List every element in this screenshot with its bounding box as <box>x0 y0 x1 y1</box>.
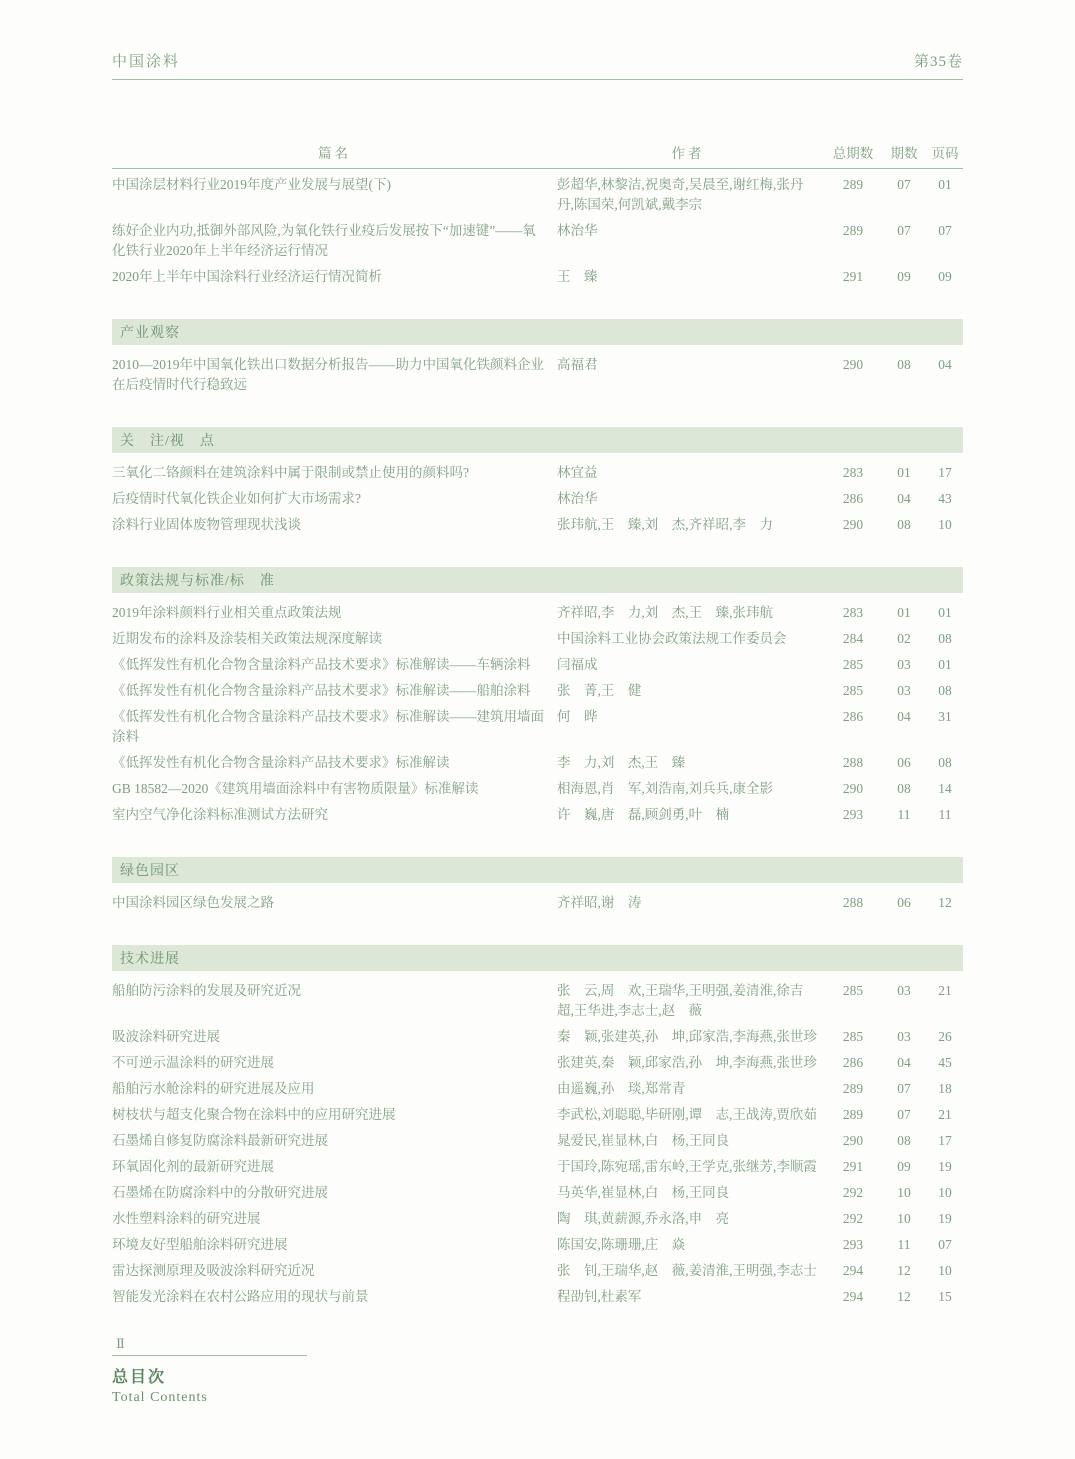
toc-table <box>112 142 963 1313</box>
article-issue: 07 <box>897 1107 911 1122</box>
article-title: 树枝状与超支化聚合物在涂料中的应用研究进展 <box>112 1107 396 1122</box>
article-page: 12 <box>938 895 952 910</box>
column-header-total-issue: 总期数 <box>832 146 874 161</box>
article-issue: 06 <box>897 755 911 770</box>
article-authors: 何 晔 <box>557 709 598 724</box>
footer-title-chinese: 总目次 <box>112 1369 167 1386</box>
article-authors: 晁爱民,崔显林,白 杨,王同良 <box>557 1133 730 1148</box>
article-authors: 齐祥昭,谢 涛 <box>557 895 642 910</box>
article-title: 《低挥发性有机化合物含量涂料产品技术要求》标准解读——车辆涂料 <box>112 657 531 672</box>
article-page: 14 <box>938 781 952 796</box>
article-authors: 由遥巍,孙 琰,郑常青 <box>557 1081 686 1096</box>
article-page: 08 <box>938 683 952 698</box>
article-issue: 04 <box>897 491 911 506</box>
article-total-issue: 285 <box>842 1029 864 1044</box>
article-page: 19 <box>938 1159 952 1174</box>
article-total-issue: 286 <box>842 1055 864 1070</box>
article-title: 雷达探测原理及吸波涂料研究近况 <box>112 1263 315 1278</box>
article-title: 2020年上半年中国涂料行业经济运行情况简析 <box>112 269 382 284</box>
article-page: 01 <box>938 657 952 672</box>
table-row <box>112 603 963 623</box>
table-row <box>112 805 963 825</box>
article-total-issue: 290 <box>842 1133 864 1148</box>
article-authors: 李武松,刘聪聪,毕研刚,谭 志,王战涛,贾欣茹 <box>557 1107 817 1122</box>
article-title: 近期发布的涂料及涂装相关政策法规深度解读 <box>112 631 382 646</box>
table-row <box>112 681 963 701</box>
footer-rule <box>112 1355 307 1356</box>
table-body <box>112 175 963 1307</box>
volume-label: 第35卷 <box>913 54 963 70</box>
article-title: 2010—2019年中国氧化铁出口数据分析报告——助力中国氧化铁颜料企业在后疫情时代行稳致远 <box>112 357 544 392</box>
table-row <box>112 981 963 1021</box>
article-authors: 陈国安,陈珊珊,庄 焱 <box>557 1237 686 1252</box>
article-issue: 11 <box>897 807 911 822</box>
article-authors: 张 云,周 欢,王瑞华,王明强,姜清淮,徐吉超,王华进,李志士,赵 薇 <box>557 983 804 1018</box>
article-issue: 07 <box>897 177 911 192</box>
article-issue: 02 <box>897 631 911 646</box>
article-issue: 01 <box>897 605 911 620</box>
article-title: 练好企业内功,抵御外部风险,为氧化铁行业疫后发展按下“加速键”——氧化铁行业2020年上半年经济运行情况 <box>112 223 536 258</box>
article-page: 08 <box>938 631 952 646</box>
article-total-issue: 285 <box>842 983 864 998</box>
table-row <box>112 463 963 483</box>
article-title: 三氧化二铬颜料在建筑涂料中属于限制或禁止使用的颜料吗? <box>112 465 469 480</box>
article-page: 09 <box>938 269 952 284</box>
article-total-issue: 292 <box>842 1211 864 1226</box>
article-authors: 林治华 <box>557 491 598 506</box>
table-row <box>112 355 963 395</box>
article-authors: 张建英,秦 颖,邱家浩,孙 坤,李海燕,张世珍 <box>557 1055 817 1070</box>
article-authors: 张 钊,王瑞华,赵 薇,姜清淮,王明强,李志士 <box>557 1263 817 1278</box>
article-authors: 林宜益 <box>557 465 598 480</box>
article-issue: 04 <box>897 1055 911 1070</box>
article-title: 《低挥发性有机化合物含量涂料产品技术要求》标准解读 <box>112 755 450 770</box>
article-page: 17 <box>938 465 952 480</box>
article-authors: 张 菁,王 健 <box>557 683 642 698</box>
article-total-issue: 283 <box>842 465 864 480</box>
article-issue: 08 <box>897 1133 911 1148</box>
article-title: 船舶污水舱涂料的研究进展及应用 <box>112 1081 315 1096</box>
article-title: 船舶防污涂料的发展及研究近况 <box>112 983 301 998</box>
article-issue: 09 <box>897 1159 911 1174</box>
article-total-issue: 288 <box>842 755 864 770</box>
article-total-issue: 294 <box>842 1289 864 1304</box>
article-title: 中国涂层材料行业2019年度产业发展与展望(下) <box>112 177 391 192</box>
article-issue: 07 <box>897 223 911 238</box>
article-total-issue: 286 <box>842 709 864 724</box>
section-header: 产业观察 <box>112 319 963 345</box>
article-title: 环氧固化剂的最新研究进展 <box>112 1159 274 1174</box>
article-authors: 许 巍,唐 磊,顾剑勇,叶 楠 <box>557 807 730 822</box>
article-authors: 于国玲,陈宛瑶,雷东岭,王学克,张继芳,李顺霞 <box>557 1159 817 1174</box>
article-authors: 齐祥昭,李 力,刘 杰,王 臻,张玮航 <box>557 605 773 620</box>
table-row <box>112 1131 963 1151</box>
article-title: 后疫情时代氧化铁企业如何扩大市场需求? <box>112 491 361 506</box>
table-row <box>112 707 963 747</box>
article-page: 10 <box>938 1185 952 1200</box>
table-row <box>112 1079 963 1099</box>
article-title: 智能发光涂料在农村公路应用的现状与前景 <box>112 1289 369 1304</box>
table-row <box>112 1287 963 1307</box>
article-authors: 中国涂料工业协会政策法规工作委员会 <box>557 631 787 646</box>
article-issue: 06 <box>897 895 911 910</box>
article-title: 不可逆示温涂料的研究进展 <box>112 1055 274 1070</box>
section-header: 技术进展 <box>112 945 963 971</box>
article-issue: 12 <box>897 1263 911 1278</box>
column-header-issue: 期数 <box>890 146 918 161</box>
article-page: 10 <box>938 517 952 532</box>
footer-title-english: Total Contents <box>112 1390 208 1405</box>
table-row <box>112 221 963 261</box>
article-total-issue: 286 <box>842 491 864 506</box>
article-authors: 陶 琪,黄薪源,乔永洛,申 亮 <box>557 1211 730 1226</box>
article-title: 《低挥发性有机化合物含量涂料产品技术要求》标准解读——船舶涂料 <box>112 683 531 698</box>
article-issue: 08 <box>897 781 911 796</box>
article-issue: 10 <box>897 1211 911 1226</box>
article-page: 43 <box>938 491 952 506</box>
article-issue: 04 <box>897 709 911 724</box>
article-authors: 林治华 <box>557 223 598 238</box>
article-page: 08 <box>938 755 952 770</box>
article-total-issue: 291 <box>842 269 864 284</box>
article-page: 45 <box>938 1055 952 1070</box>
page-footer <box>112 1336 512 1406</box>
article-total-issue: 285 <box>842 683 864 698</box>
table-row <box>112 1053 963 1073</box>
article-authors: 彭超华,林黎洁,祝奥奇,吴晨至,谢红梅,张丹丹,陈国荣,何凯斌,戴李宗 <box>557 177 804 212</box>
section-header: 政策法规与标准/标 准 <box>112 567 963 593</box>
article-page: 07 <box>938 1237 952 1252</box>
journal-title: 中国涂料 <box>112 54 181 70</box>
article-title: 室内空气净化涂料标准测试方法研究 <box>112 807 328 822</box>
article-total-issue: 293 <box>842 807 864 822</box>
article-total-issue: 289 <box>842 1081 864 1096</box>
article-total-issue: 290 <box>842 517 864 532</box>
article-authors: 马英华,崔显林,白 杨,王同良 <box>557 1185 730 1200</box>
column-header-authors: 作者 <box>671 146 705 161</box>
table-row <box>112 629 963 649</box>
article-page: 10 <box>938 1263 952 1278</box>
article-total-issue: 290 <box>842 781 864 796</box>
article-authors: 王 臻 <box>557 269 598 284</box>
article-page: 18 <box>938 1081 952 1096</box>
table-row <box>112 1209 963 1229</box>
article-title: 《低挥发性有机化合物含量涂料产品技术要求》标准解读——建筑用墙面涂料 <box>112 709 544 744</box>
article-issue: 01 <box>897 465 911 480</box>
table-header-row <box>112 142 963 169</box>
article-page: 04 <box>938 357 952 372</box>
article-issue: 03 <box>897 983 911 998</box>
article-title: 中国涂料园区绿色发展之路 <box>112 895 274 910</box>
article-page: 21 <box>938 1107 952 1122</box>
article-title: 2019年涂料颜料行业相关重点政策法规 <box>112 605 342 620</box>
article-issue: 12 <box>897 1289 911 1304</box>
article-page: 31 <box>938 709 952 724</box>
article-total-issue: 285 <box>842 657 864 672</box>
article-authors: 张玮航,王 臻,刘 杰,齐祥昭,李 力 <box>557 517 773 532</box>
table-row <box>112 1261 963 1281</box>
table-row <box>112 515 963 535</box>
article-issue: 03 <box>897 683 911 698</box>
article-page: 07 <box>938 223 952 238</box>
section-header: 关 注/视 点 <box>112 427 963 453</box>
table-row <box>112 893 963 913</box>
article-page: 15 <box>938 1289 952 1304</box>
article-page: 01 <box>938 605 952 620</box>
folio-page-number: Ⅱ <box>116 1336 125 1351</box>
article-issue: 09 <box>897 269 911 284</box>
column-header-title: 篇名 <box>318 146 351 161</box>
section-header: 绿色园区 <box>112 857 963 883</box>
table-row <box>112 267 963 287</box>
article-authors: 李 力,刘 杰,王 臻 <box>557 755 686 770</box>
article-issue: 03 <box>897 1029 911 1044</box>
table-row <box>112 1235 963 1255</box>
article-issue: 03 <box>897 657 911 672</box>
article-total-issue: 294 <box>842 1263 864 1278</box>
article-page: 19 <box>938 1211 952 1226</box>
article-issue: 08 <box>897 357 911 372</box>
article-title: GB 18582—2020《建筑用墙面涂料中有害物质限量》标准解读 <box>112 781 479 796</box>
article-title: 水性塑料涂料的研究进展 <box>112 1211 261 1226</box>
article-page: 21 <box>938 983 952 998</box>
table-row <box>112 1105 963 1125</box>
table-row <box>112 1157 963 1177</box>
table-row <box>112 753 963 773</box>
table-row <box>112 175 963 215</box>
article-page: 17 <box>938 1133 952 1148</box>
article-issue: 10 <box>897 1185 911 1200</box>
article-issue: 11 <box>897 1237 911 1252</box>
article-total-issue: 291 <box>842 1159 864 1174</box>
article-page: 26 <box>938 1029 952 1044</box>
article-title: 石墨烯在防腐涂料中的分散研究进展 <box>112 1185 328 1200</box>
article-page: 11 <box>938 807 952 822</box>
article-issue: 07 <box>897 1081 911 1096</box>
column-header-page: 页码 <box>931 146 959 161</box>
article-authors: 高福君 <box>557 357 598 372</box>
article-page: 01 <box>938 177 952 192</box>
article-authors: 秦 颖,张建英,孙 坤,邱家浩,李海燕,张世珍 <box>557 1029 817 1044</box>
article-total-issue: 292 <box>842 1185 864 1200</box>
table-row <box>112 1183 963 1203</box>
table-row <box>112 779 963 799</box>
article-authors: 程劭钊,杜素军 <box>557 1289 642 1304</box>
article-total-issue: 289 <box>842 223 864 238</box>
table-row <box>112 489 963 509</box>
table-row <box>112 1027 963 1047</box>
article-authors: 闫福成 <box>557 657 598 672</box>
article-title: 涂料行业固体废物管理现状浅谈 <box>112 517 301 532</box>
article-total-issue: 290 <box>842 357 864 372</box>
article-total-issue: 289 <box>842 1107 864 1122</box>
article-total-issue: 284 <box>842 631 864 646</box>
article-total-issue: 289 <box>842 177 864 192</box>
article-authors: 相海恩,肖 军,刘浩南,刘兵兵,康全影 <box>557 781 773 796</box>
article-total-issue: 293 <box>842 1237 864 1252</box>
article-total-issue: 288 <box>842 895 864 910</box>
article-title: 石墨烯自修复防腐涂料最新研究进展 <box>112 1133 328 1148</box>
article-title: 吸波涂料研究进展 <box>112 1029 220 1044</box>
article-issue: 08 <box>897 517 911 532</box>
article-title: 环境友好型船舶涂料研究进展 <box>112 1237 288 1252</box>
page-header <box>112 50 963 80</box>
article-total-issue: 283 <box>842 605 864 620</box>
table-row <box>112 655 963 675</box>
